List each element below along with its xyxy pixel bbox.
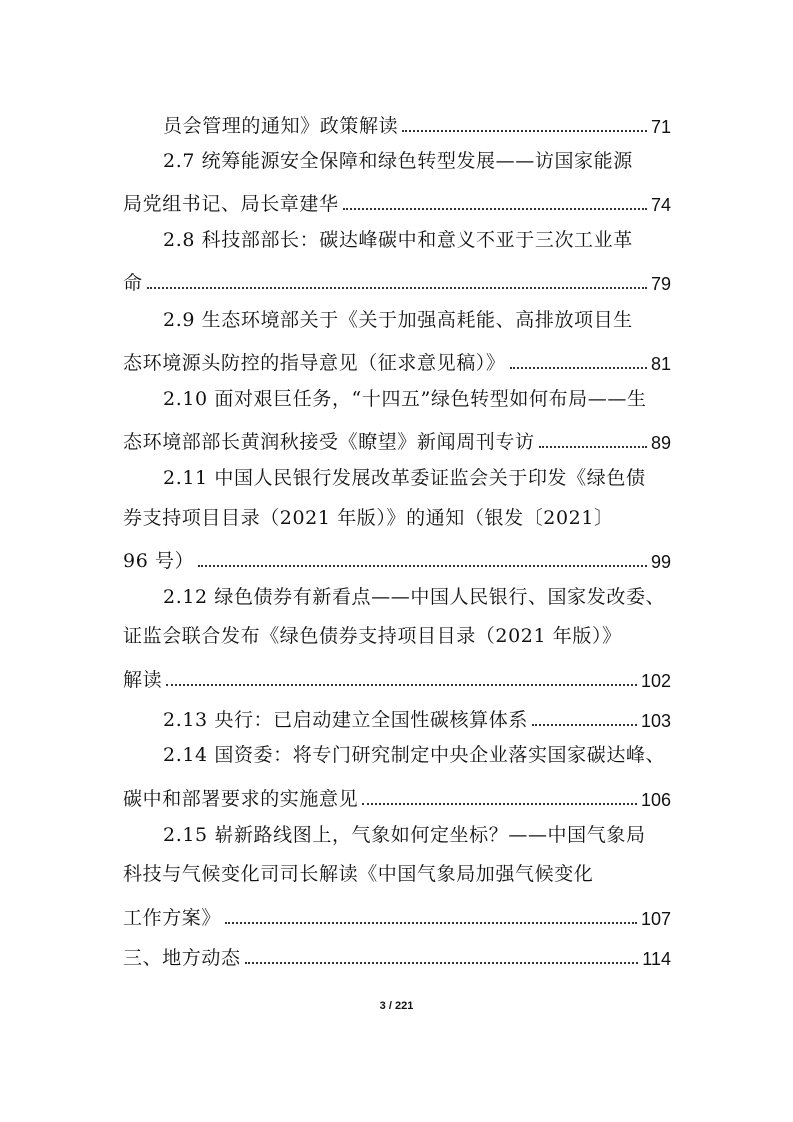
- toc-entry-title: 解读: [123, 669, 163, 691]
- toc-entry-2-11[interactable]: [123, 531, 671, 571]
- toc-entry-2-12[interactable]: [123, 650, 671, 690]
- toc-entry-2-12-line2[interactable]: 证监会联合发布《绿色债券支持项目目录（2021 年版）》: [123, 625, 622, 647]
- toc-entry-2-12-line1[interactable]: 2.12 绿色债券有新看点——中国人民银行、国家发改委、: [163, 586, 666, 608]
- dot-leader: [198, 565, 647, 567]
- toc-entry-title: 态环境部部长黄润秋接受《瞭望》新闻周刊专访: [123, 431, 535, 453]
- toc-page-number: 71: [650, 117, 671, 137]
- toc-page-number: 99: [650, 552, 671, 572]
- dot-leader: [539, 446, 647, 448]
- dot-leader: [532, 724, 637, 726]
- dot-leader: [402, 130, 647, 132]
- toc-entry-2-6[interactable]: [163, 96, 671, 136]
- toc-entry-2-9-line1[interactable]: 2.9 生态环境部关于《关于加强高耗能、高排放项目生: [163, 309, 633, 331]
- toc-entry-2-11-line1[interactable]: 2.11 中国人民银行发展改革委证监会关于印发《绿色债: [163, 467, 646, 489]
- toc-entry-title: 局党组书记、局长章建华: [123, 193, 339, 215]
- toc-page-number: 102: [640, 671, 671, 691]
- toc-entry-title: 2.13 央行：已启动建立全国性碳核算体系: [163, 709, 528, 731]
- toc-page-number: 89: [650, 433, 671, 453]
- toc-entry-2-15-line1[interactable]: 2.15 崭新路线图上，气象如何定坐标？——中国气象局: [163, 824, 646, 846]
- toc-page-number: 74: [650, 195, 671, 215]
- toc-page-number: 81: [650, 354, 671, 374]
- toc-section-3[interactable]: [123, 928, 671, 968]
- toc-entry-title: 命: [123, 272, 143, 294]
- toc-entry-2-7[interactable]: [123, 174, 671, 214]
- dot-leader: [510, 367, 647, 369]
- toc-entry-2-15-line2[interactable]: 科技与气候变化司司长解读《中国气象局加强气候变化: [123, 863, 594, 885]
- toc-entry-2-14-line1[interactable]: 2.14 国资委：将专门研究制定中央企业落实国家碳达峰、: [163, 744, 666, 766]
- toc-entry-2-10-line1[interactable]: 2.10 面对艰巨任务，“十四五”绿色转型如何布局——生: [163, 388, 647, 410]
- toc-section-title: 三、地方动态: [123, 947, 241, 969]
- toc-page-number: 103: [640, 711, 671, 731]
- toc-entry-title: 96 号）: [123, 550, 195, 572]
- toc-entry-2-9[interactable]: [123, 333, 671, 373]
- dot-leader: [245, 962, 639, 964]
- toc-entry-2-10[interactable]: [123, 412, 671, 452]
- toc-entry-2-15[interactable]: [123, 888, 671, 928]
- toc-page-number: 114: [642, 949, 671, 969]
- toc-entry-2-8-line1[interactable]: 2.8 科技部部长：碳达峰碳中和意义不亚于三次工业革: [163, 229, 633, 251]
- toc-entry-2-13[interactable]: [163, 690, 671, 730]
- toc-entry-2-8[interactable]: [123, 253, 671, 293]
- toc-page-number: 106: [640, 790, 671, 810]
- toc-entry-title: 工作方案》: [123, 907, 222, 929]
- dot-leader: [166, 684, 637, 686]
- dot-leader: [343, 208, 647, 210]
- dot-leader: [147, 287, 647, 289]
- toc-entry-2-7-line1[interactable]: 2.7 统筹能源安全保障和绿色转型发展——访国家能源: [163, 150, 633, 172]
- toc-entry-title: 态环境源头防控的指导意见（征求意见稿）》: [123, 352, 506, 374]
- toc-page-number: 107: [640, 909, 671, 929]
- toc-entry-2-11-line2[interactable]: 券支持项目目录（2021 年版）》的通知（银发〔2021〕: [123, 507, 614, 529]
- dot-leader: [362, 803, 637, 805]
- dot-leader: [225, 922, 637, 924]
- toc-entry-title: 碳中和部署要求的实施意见: [123, 788, 359, 810]
- toc-page-number: 79: [650, 274, 671, 294]
- page-number: 3 / 221: [379, 1000, 414, 1012]
- toc-entry-2-14[interactable]: [123, 769, 671, 809]
- toc-entry-title: 员会管理的通知》政策解读: [163, 115, 399, 137]
